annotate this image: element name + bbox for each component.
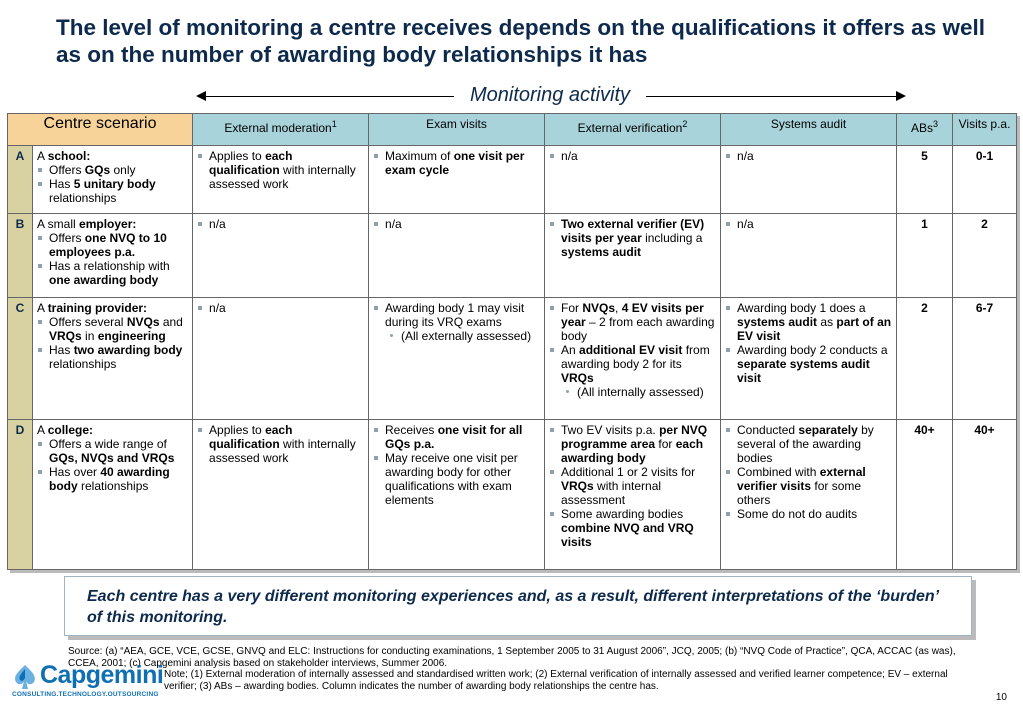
source-text: Source: (a) “AEA, GCE, VCE, GCSE, GNVQ and ELC: Instructions for conducting examinations, 1 September 2005 to 31 August 2006”, JCQ, 2005; (b) “NVQ Code of Practice”, QCA, ACCAC (as was), CCEA, 2001; (c) Capgemini analysis based on stakeholder interviews, Summer 2006. [68, 646, 956, 669]
audit-cell [721, 214, 897, 298]
list-item: (All internally assessed) [577, 385, 716, 399]
arrow-right-icon [896, 91, 906, 101]
ext-ver-cell [545, 298, 721, 420]
list-item: Some do not do audits [737, 507, 892, 521]
list-item: n/a [209, 217, 364, 231]
monitoring-table [7, 113, 1017, 570]
note-text: Note; (1) External moderation of internally assessed and standardised written work; (2) External verification of internally assessed and verified learner competence; EV – external verifier; (3) ABs – awarding bodies. Column indicates the number of awarding body relationships the centre has. [164, 669, 948, 692]
list-item: n/a [385, 217, 540, 231]
exam-cell [369, 214, 545, 298]
row-letter: C [8, 298, 33, 420]
list-item: n/a [561, 149, 716, 163]
scenario-cell: A training provider: Offers several NVQs and VRQs in engineering Has two awarding body relationships [33, 298, 193, 420]
list-item: Offers a wide range of GQs, NVQs and VRQs [49, 437, 188, 465]
list-item: n/a [737, 149, 892, 163]
list-item: Additional 1 or 2 visits for VRQs with internal assessment [561, 465, 716, 507]
visits-value: 6-7 [953, 298, 1017, 420]
header-systems-audit: Systems audit [721, 114, 897, 146]
list-item: Conducted separately by several of the awarding bodies [737, 423, 892, 465]
logo-wordmark: Capgemini [40, 661, 164, 689]
abs-value: 40+ [897, 420, 953, 570]
table-row-a [8, 146, 1017, 214]
ext-mod-cell [193, 420, 369, 570]
scenario-cell: A college: Offers a wide range of GQs, NVQs and VRQs Has over 40 awarding body relationships [33, 420, 193, 570]
list-item: Some awarding bodies combine NVQ and VRQ visits [561, 507, 716, 549]
ext-ver-cell [545, 214, 721, 298]
callout-box [64, 576, 972, 636]
list-item: Has two awarding body relationships [49, 343, 188, 371]
table-row-d [8, 420, 1017, 570]
abs-value: 2 [897, 298, 953, 420]
callout-text: Each centre has a very different monitoring experiences and, as a result, different interpretations of the ‘burden’ of this monitoring. [87, 588, 939, 626]
monitoring-activity-banner [196, 84, 906, 108]
list-item: Applies to each qualification with internally assessed work [209, 149, 364, 191]
visits-value: 2 [953, 214, 1017, 298]
table-row-b [8, 214, 1017, 298]
audit-cell [721, 146, 897, 214]
scenario-cell: A small employer: Offers one NVQ to 10 employees p.a. Has a relationship with one awarding body [33, 214, 193, 298]
list-item: Awarding body 1 does a systems audit as part of an EV visit [737, 301, 892, 343]
row-letter: B [8, 214, 33, 298]
header-row [8, 114, 1017, 146]
list-item: Offers GQs only [49, 163, 188, 177]
table-row-c [8, 298, 1017, 420]
page-title: The level of monitoring a centre receives depends on the qualifications it offers as well as on the number of awarding body relationships it has [56, 15, 985, 67]
list-item: Offers one NVQ to 10 employees p.a. [49, 231, 188, 259]
list-item: Has a relationship with one awarding body [49, 259, 188, 287]
header-abs: ABs$^3$ [897, 114, 953, 146]
list-item: Offers several NVQs and VRQs in engineering [49, 315, 188, 343]
exam-cell [369, 146, 545, 214]
header-visits: Visits p.a. [953, 114, 1017, 146]
list-item: Combined with external verifier visits for some others [737, 465, 892, 507]
ext-mod-cell [193, 298, 369, 420]
list-item: (All externally assessed) [401, 329, 540, 343]
header-external-moderation: External moderation$^1$ [193, 114, 369, 146]
audit-cell [721, 420, 897, 570]
list-item: Maximum of one visit per exam cycle [385, 149, 540, 177]
list-item: Two EV visits p.a. per NVQ programme area for each awarding body [561, 423, 716, 465]
header-centre-scenario: Centre scenario [8, 114, 193, 146]
abs-value: 1 [897, 214, 953, 298]
list-item: Has 5 unitary body relationships [49, 177, 188, 205]
list-item: An additional EV visit from awarding body 2 for its VRQs (All internally assessed) [561, 343, 716, 399]
ext-ver-cell [545, 420, 721, 570]
scenario-cell: A school: Offers GQs only Has 5 unitary body relationships [33, 146, 193, 214]
list-item: Applies to each qualification with internally assessed work [209, 423, 364, 465]
list-item: n/a [737, 217, 892, 231]
arrow-line-left [204, 96, 456, 97]
logo-tagline: CONSULTING.TECHNOLOGY.OUTSOURCING [12, 691, 159, 698]
header-external-verification: External verification$^2$ [545, 114, 721, 146]
list-item: Two external verifier (EV) visits per year including a systems audit [561, 217, 716, 259]
list-item: Awarding body 2 conducts a separate systems audit visit [737, 343, 892, 385]
logo-spade-icon [10, 662, 40, 692]
list-item: Awarding body 1 may visit during its VRQ exams (All externally assessed) [385, 301, 540, 343]
list-item: Has over 40 awarding body relationships [49, 465, 188, 493]
ext-ver-cell [545, 146, 721, 214]
exam-cell [369, 298, 545, 420]
list-item: Receives one visit for all GQs p.a. [385, 423, 540, 451]
visits-value: 40+ [953, 420, 1017, 570]
abs-value: 5 [897, 146, 953, 214]
visits-value: 0-1 [953, 146, 1017, 214]
list-item: n/a [209, 301, 364, 315]
audit-cell [721, 298, 897, 420]
monitoring-activity-label: Monitoring activity [454, 84, 646, 107]
list-item: For NVQs, 4 EV visits per year – 2 from each awarding body [561, 301, 715, 343]
list-item: May receive one visit per awarding body for other qualifications with exam elements [385, 451, 540, 507]
exam-cell [369, 420, 545, 570]
ext-mod-cell [193, 146, 369, 214]
arrow-line-right [646, 96, 898, 97]
capgemini-logo [10, 660, 164, 702]
page-number: 10 [995, 692, 1007, 703]
row-letter: A [8, 146, 33, 214]
ext-mod-cell [193, 214, 369, 298]
header-exam-visits: Exam visits [369, 114, 545, 146]
row-letter: D [8, 420, 33, 570]
